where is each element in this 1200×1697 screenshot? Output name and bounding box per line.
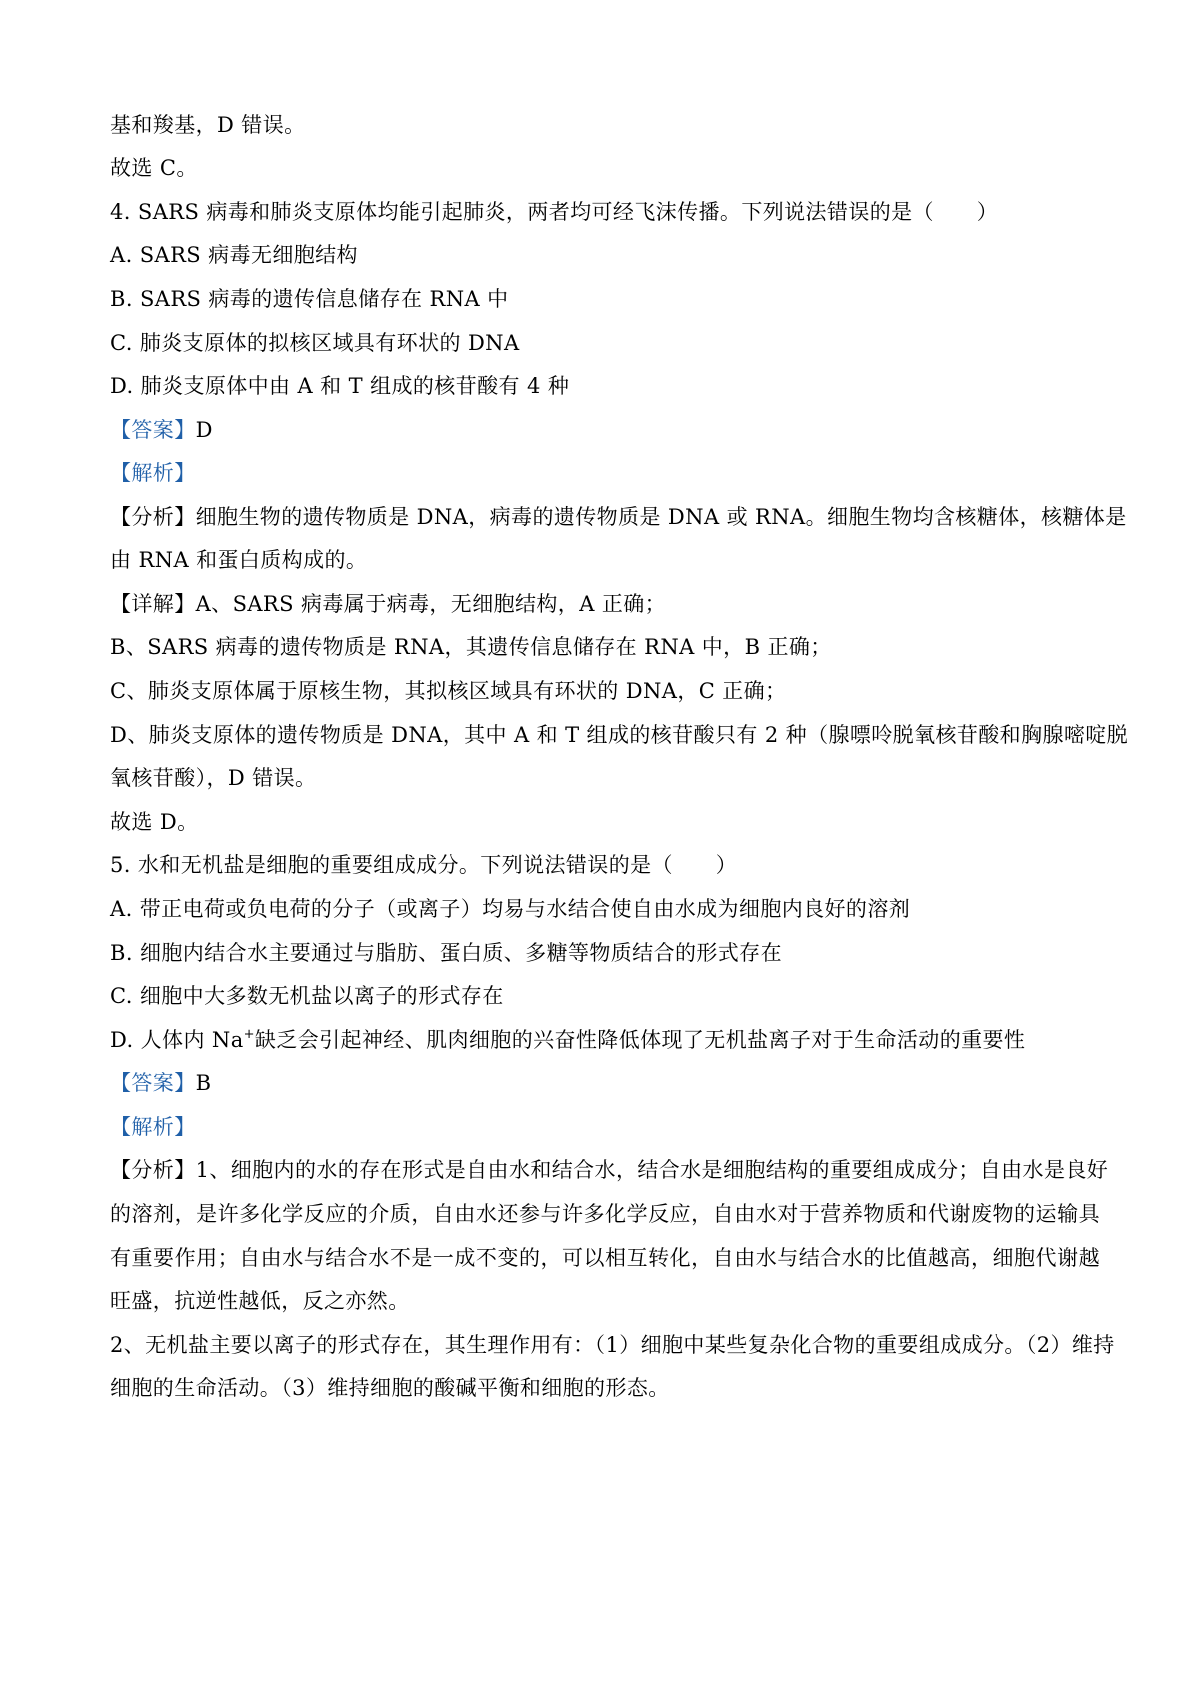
analysis-tag: 【解析】 [110, 461, 196, 485]
question-4-option-d: D. 肺炎支原体中由 A 和 T 组成的核苷酸有 4 种 [110, 374, 570, 398]
detail-line: D、肺炎支原体的遗传物质是 DNA，其中 A 和 T 组成的核苷酸只有 2 种（腺嘌呤脱氧核苷酸和胸腺嘧啶脱 [110, 723, 1129, 747]
answer-line [110, 1068, 1100, 1098]
option-d-part1: D. 人体内 Na [110, 1028, 244, 1052]
question-5-stem: 5. 水和无机盐是细胞的重要组成成分。下列说法错误的是（ ） [110, 853, 738, 877]
question-5-option-b: B. 细胞内结合水主要通过与脂肪、蛋白质、多糖等物质结合的形式存在 [110, 941, 782, 965]
answer-line [110, 415, 1100, 445]
analysis-heading [110, 1112, 1100, 1142]
analysis-paragraph-line: 细胞的生命活动。（3）维持细胞的酸碱平衡和细胞的形态。 [110, 1376, 670, 1400]
analysis-tag: 【解析】 [110, 1115, 196, 1139]
detail-line: 氧核苷酸），D 错误。 [110, 766, 317, 790]
question-5-option-a: A. 带正电荷或负电荷的分子（或离子）均易与水结合使自由水成为细胞内良好的溶剂 [110, 897, 911, 921]
analysis-paragraph-line: 有重要作用；自由水与结合水不是一成不变的，可以相互转化，自由水与结合水的比值越高，细胞代谢越 [110, 1246, 1100, 1270]
text-line: 基和羧基，D 错误。 [110, 113, 306, 137]
analysis-paragraph-line: 【分析】细胞生物的遗传物质是 DNA，病毒的遗传物质是 DNA 或 RNA。细胞生物均含核糖体，核糖体是 [110, 505, 1127, 529]
detail-line: C、肺炎支原体属于原核生物，其拟核区域具有环状的 DNA，C 正确； [110, 679, 787, 703]
analysis-paragraph-line: 的溶剂，是许多化学反应的介质，自由水还参与许多化学反应，自由水对于营养物质和代谢废物的运输具 [110, 1202, 1100, 1226]
text-line: 故选 C。 [110, 156, 198, 180]
analysis-paragraph-line: 由 RNA 和蛋白质构成的。 [110, 548, 368, 572]
analysis-paragraph-line: 【分析】1、细胞内的水的存在形式是自由水和结合水，结合水是细胞结构的重要组成成分；自由水是良好 [110, 1158, 1109, 1182]
question-4-option-b: B. SARS 病毒的遗传信息储存在 RNA 中 [110, 287, 509, 311]
answer-value: B [195, 1071, 212, 1095]
answer-tag: 【答案】 [110, 1071, 196, 1095]
detail-line: 【详解】A、SARS 病毒属于病毒，无细胞结构，A 正确； [110, 592, 667, 616]
question-4-option-a: A. SARS 病毒无细胞结构 [110, 243, 358, 267]
option-d-part2: 缺乏会引起神经、肌肉细胞的兴奋性降低体现了无机盐离子对于生命活动的重要性 [254, 1028, 1026, 1052]
question-4-stem: 4. SARS 病毒和肺炎支原体均能引起肺炎，两者均可经飞沫传播。下列说法错误的是（ ） [110, 200, 999, 224]
detail-line: B、SARS 病毒的遗传物质是 RNA，其遗传信息储存在 RNA 中，B 正确； [110, 635, 832, 659]
analysis-paragraph-line: 2、无机盐主要以离子的形式存在，其生理作用有：（1）细胞中某些复杂化合物的重要组成成分。（2）维持 [110, 1333, 1115, 1357]
question-4-option-c: C. 肺炎支原体的拟核区域具有环状的 DNA [110, 331, 520, 355]
sodium-charge: + [243, 1027, 255, 1042]
conclusion-line: 故选 D。 [110, 810, 199, 834]
analysis-heading [110, 458, 1100, 488]
answer-value: D [195, 418, 213, 442]
question-5-option-d [110, 1025, 1100, 1055]
analysis-paragraph-line: 旺盛，抗逆性越低，反之亦然。 [110, 1289, 410, 1313]
answer-tag: 【答案】 [110, 418, 196, 442]
question-5-option-c: C. 细胞中大多数无机盐以离子的形式存在 [110, 984, 504, 1008]
